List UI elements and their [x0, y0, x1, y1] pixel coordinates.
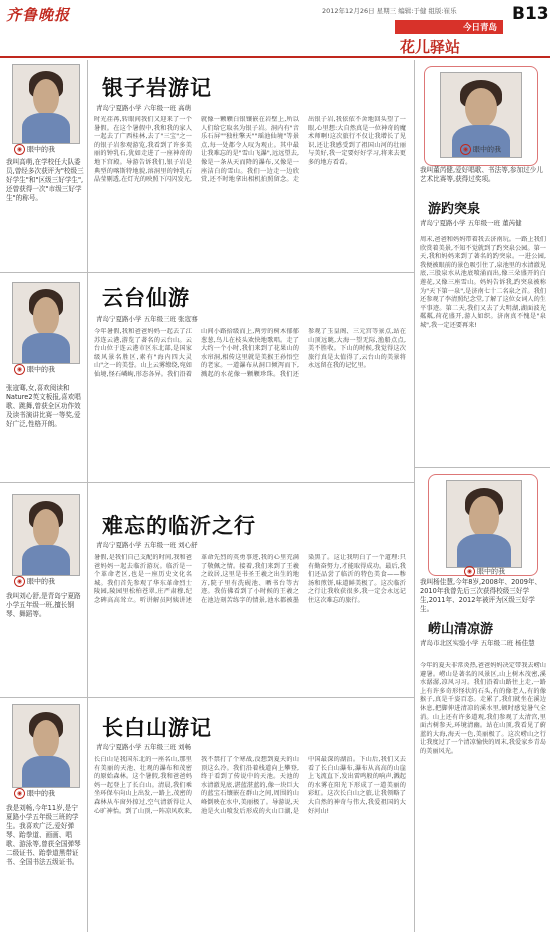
sidebar-title: 崂山清凉游	[428, 622, 494, 637]
photo-caption: ◉ 眼中的我	[14, 364, 55, 375]
article-title: 长白山游记	[102, 715, 212, 740]
speech-bubble-icon: ◉	[464, 566, 475, 577]
article-byline: 青岛宁夏路小学 六年级一班 高萌	[96, 104, 192, 112]
speech-bubble-icon: ◉	[14, 576, 25, 587]
author-bio: 我叫董芮健,爱好唱歌、书法等,参加过少儿艺术比赛等,获得过奖项。	[420, 166, 543, 183]
photo-caption: ◉ 眼中的我	[460, 144, 501, 155]
article-byline: 青岛宁夏路小学 五年级三班 刘畅	[96, 743, 192, 751]
sidebar-byline: 青岛市北区实验小学 五年级二班 杨佳慧	[420, 639, 535, 647]
header-rule	[0, 56, 550, 58]
sidebar-body: 今年的夏天非常炎热,爸爸妈妈决定带我去崂山避暑。崂山是著名的风景区,山上树木茂密,溪水潺潺,凉风习习。我们沿着山路往上走,一路上有许多奇形怪状的石头,有的像老人,有的像猴子,真是千姿百态。走累了,我们就坐在溪边休息,把脚伸进清凉的溪水里,顿时感觉暑气全消。山上还有许多道观,我们参观了太清宫,里面古树参天,环境清幽。站在山顶,我看见了蔚蓝的大海,海天一色,美丽极了。这次崂山之行让我度过了一个清凉愉快的周末,我爱家乡青岛的美丽风光。	[420, 662, 546, 755]
sidebar-title: 游趵突泉	[428, 202, 481, 217]
author-bio: 我叫杨佳慧,今年8岁,2008年、2009年、2010年我曾先后三次获得校级三好学生,2011年、2012年被评为区级三好学生。	[420, 578, 542, 613]
left-column-divider	[87, 60, 88, 932]
author-bio: 我叫刘心舒,是青岛宁夏路小学五年级一班,擅长钢琴、舞蹈等。	[6, 592, 81, 618]
article-title: 云台仙游	[102, 285, 190, 310]
edition-label: 今日青岛	[462, 23, 497, 33]
photo-caption: ◉ 眼中的我	[464, 566, 505, 577]
photo-caption: ◉ 眼中的我	[14, 144, 55, 155]
article-body: 暑假,是我们自己支配的时间,我和爸爸妈妈一起去临沂游玩。临沂是一个革命老区,也是一座历史文化名城。我们首先参观了华东革命烈士陵园,陵园里松柏苍翠,庄严肃穆,纪念碑高高耸立。听讲解员阿姨讲述革命先烈的英勇事迹,我的心里充满了敬佩之情。接着,我们来到了王羲之故居,这里是书圣王羲之出生的地方,院子里有洗砚池、晒书台等古迹。我仿佛看到了小时候的王羲之在池边刻苦练字的情景,池水都被墨染黑了。这让我明白了一个道理:只有勤奋努力,才能取得成功。最后,我们还品尝了临沂的特色美食——糁汤和煎饼,味道鲜美极了。这次临沂之行让我收获很多,我一定会永远记住这次难忘的旅行。	[94, 554, 406, 604]
article-divider	[0, 482, 414, 483]
article-byline: 青岛宁夏路小学 五年级三班 张寇骞	[96, 315, 198, 323]
page-number: B13	[512, 4, 549, 24]
sidebar-byline: 青岛宁夏路小学 五年级一班 董芮健	[420, 219, 522, 227]
student-photo	[12, 282, 80, 364]
newspaper-logo: 齐鲁晚报	[6, 6, 71, 24]
author-bio: 我是刘畅,今年11岁,是宁夏路小学五年级三班的学生。我喜欢广泛,爱好弹琴、跆拳道、画画、唱歌、游泳等,曾获全国弹琴二级证书、跆拳道黑带证书、全国书法五级证书。	[6, 804, 81, 866]
student-photo	[12, 704, 80, 788]
speech-bubble-icon: ◉	[14, 144, 25, 155]
article-divider	[0, 697, 414, 698]
student-photo	[12, 494, 80, 576]
article-byline: 青岛宁夏路小学 五年级一班 刘心舒	[96, 541, 198, 549]
article-divider	[0, 272, 414, 273]
student-photo	[12, 64, 80, 144]
issue-meta: 2012年12月26日 星期三 编辑:于健 组版:崔乐	[322, 7, 457, 15]
sidebar-body: 周末,爸爸和妈妈带着我去济南玩。一路上我们欣赏着美景,不知不觉就到了趵突泉公园。第一天,我和妈妈来到了著名的趵突泉。一进公园,我便被眼前的景色吸引住了,泉池里的水清澈见底,三股泉水从池底喷涌而出,像三朵盛开的白莲花,又像三座雪山。妈妈告诉我,趵突泉被称为"天下第一泉",是济南七十二名泉之首。我们还参观了李清照纪念堂,了解了这位女词人的生平事迹。第二天,我们又去了大明湖,湖面波光粼粼,荷花盛开,游人如织。济南真不愧是"泉城",我一定还要再来!	[420, 236, 546, 329]
article-body: 长白山是我国东北的一座名山,那里有美丽的天池、壮观的瀑布和茂密的原始森林。这个暑假,我和爸爸妈妈一起登上了长白山。清晨,我们乘坐环保车向山上出发,一路上,茂密的森林从车窗外掠过,空气清新得让人心旷神怡。到了山顶,一阵凉风吹来,我不禁打了个寒战,没想到夏天的山顶这么冷。我们沿着栈道向上攀登,终于看到了传说中的天池。天池的水清澈见底,湛蓝湛蓝的,像一块巨大的蓝宝石镶嵌在群山之间,周围的山峰倒映在水中,美丽极了。导游说,天池是火山喷发后形成的火山口湖,是中国最深的湖泊。下山后,我们又去看了长白山瀑布,瀑布从高高的山崖上飞流直下,发出雷鸣般的响声,溅起的水雾在阳光下形成了一道美丽的彩虹。这次长白山之旅,让我领略了大自然的神奇与伟大,我爱祖国的大好河山!	[94, 756, 406, 815]
author-bio: 我叫高萌,在学校任大队委员,曾经多次获评为"校级三好学生"和"区级三好学生",还曾获得一次"市级三好学生"的称号。	[6, 158, 84, 202]
speech-bubble-icon: ◉	[14, 788, 25, 799]
student-photo	[446, 480, 522, 568]
section-title: 花儿驿站	[400, 38, 461, 56]
article-title: 银子岩游记	[102, 75, 212, 100]
speech-bubble-icon: ◉	[14, 364, 25, 375]
photo-caption: ◉ 眼中的我	[14, 576, 55, 587]
edition-banner	[395, 20, 503, 34]
author-bio: 张寇骞,女,喜欢阅读和Nature2英文板报,喜欢唱歌、跳舞,曾获全区功作效及读书演讲比赛一等奖,爱好广泛,性格开朗。	[6, 384, 81, 428]
article-body: 时光荏苒,转眼间我们又迎来了一个暑假。在这个暑假中,我和我的家人一起去了广西桂林,去了"三宝"之一的银子岩参观游览,我看到了许多美丽的钟乳石,犹如走进了一座神奇的地下宫殿。导游告诉我们,银子岩是典型的喀斯特地貌,溶洞里的钟乳石晶莹剔透,在灯光的映照下闪闪发光,就像一颗颗白银镶嵌在岩壁上,所以人们给它取名为银子岩。洞内有"音乐石屏""独柱擎天""瑶池仙境"等景点,每一处都令人叹为观止。其中最让我难忘的是"雪山飞瀑",远远望去,像是一条从天而降的瀑布,又像是一座洁白的雪山。我们一边走一边欣赏,还不时地拿出相机拍照留念。走出银子岩,我依依不舍地回头望了一眼,心里想:大自然真是一位神奇的魔术师啊!这次旅行不仅让我增长了见识,还让我感受到了祖国山河的壮丽与美好,我一定要好好学习,将来去更多的地方看看。	[94, 116, 406, 184]
speech-bubble-icon: ◉	[460, 144, 471, 155]
article-title: 难忘的临沂之行	[102, 513, 256, 538]
right-column-divider	[414, 60, 415, 932]
article-body: 今年暑假,我和爸爸妈妈一起去了江苏连云港,游览了著名的云台山。云台山位于连云港市区东北部,是国家级风景名胜区,素有"海内四大灵山"之一的美誉。山上云雾缭绕,宛如仙境,怪石嶙峋,形态各异。我们沿着山间小路拾级而上,两旁的树木郁郁葱葱,鸟儿在枝头欢快地歌唱。走了大约一个小时,我们来到了花果山的水帘洞,相传这里就是美猴王孙悟空的老家。一道瀑布从洞口倾泻而下,溅起的水花像一颗颗珍珠。我们还参观了玉皇阁、三元宫等景点,站在山顶远眺,大海一望无际,渔船点点,美不胜收。下山的时候,我觉得这次旅行真是太值得了,云台山的美景将永远留在我的记忆里。	[94, 328, 406, 378]
photo-caption: ◉ 眼中的我	[14, 788, 55, 799]
sidebar-divider	[414, 467, 550, 468]
